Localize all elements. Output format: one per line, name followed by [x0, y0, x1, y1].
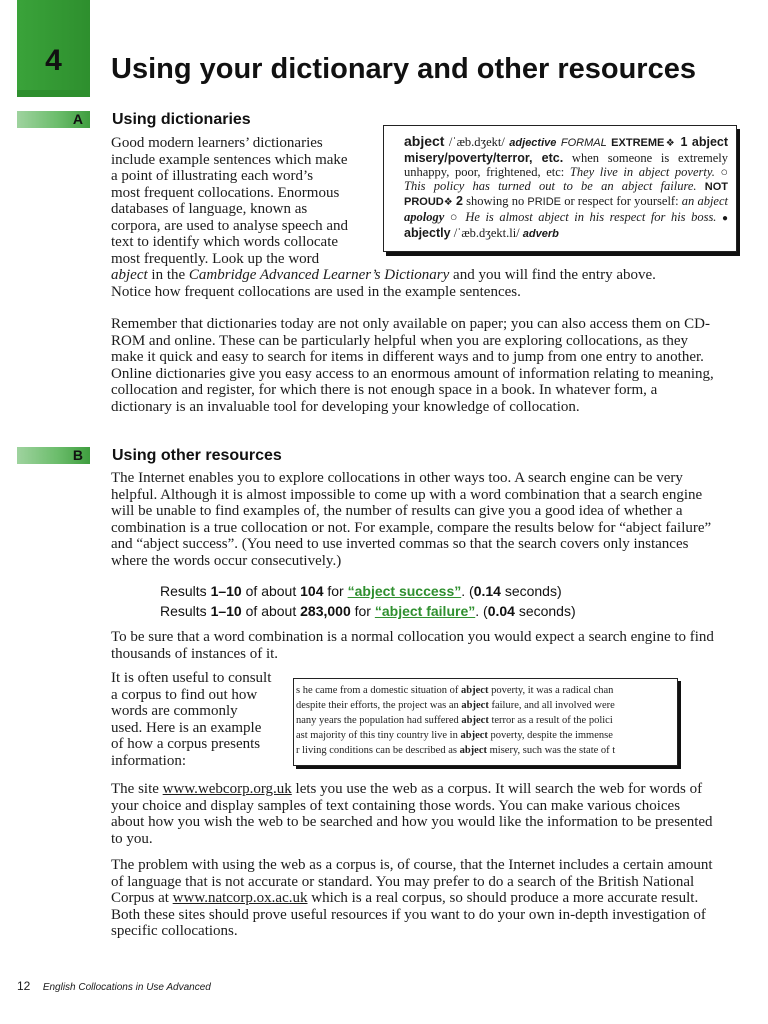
concordance-line [296, 713, 677, 728]
section-b-paragraph [111, 781, 717, 847]
dictionary-entry-box [383, 125, 737, 252]
corpus-concordance-box [293, 678, 678, 766]
corpus-intro-line: a corpus to find out how [111, 686, 258, 703]
section-a-tab [17, 111, 90, 128]
sense-definition: showing no [462, 194, 528, 208]
intro-line: most frequently. Look up the word [111, 250, 320, 267]
corpus-intro-line: information: [111, 752, 186, 769]
search-result-range: 1–10 [210, 603, 242, 619]
section-b-letter: B [72, 447, 83, 463]
intro-line: databases of language, known as [111, 201, 308, 217]
search-result-text: . ( [475, 603, 488, 619]
paragraph-text: lets you use the web as a corpus. It will search the web for words of your choice and display samples of text containing those words. You can make various choices about how you wish the web to be searched and how you would like the information to be presented to you. [111, 781, 713, 847]
sense-definition: or respect for yourself: [561, 194, 682, 208]
example-separator-icon: ○ [449, 210, 460, 224]
search-result-text: of about [241, 603, 301, 619]
unit-number-tab [17, 0, 90, 97]
section-b-paragraph: To be sure that a word combination is a normal collocation you would expect a search engine to find thousands of instances of it. [111, 629, 714, 662]
entry-guideword: EXTREME [611, 137, 665, 149]
concordance-right-context: poverty, it was a radical chan [488, 685, 614, 696]
search-result-text: seconds) [500, 583, 562, 599]
corpus-intro-line: used. Here is an example [111, 719, 262, 736]
page-title: Using your dictionary and other resources [111, 53, 696, 85]
example-collocate: apology [404, 210, 445, 224]
corpus-intro-line: of how a corpus presents [111, 736, 261, 752]
natcorp-link[interactable]: www.natcorp.ox.ac.uk [172, 890, 308, 906]
paragraph-text: The problem with using the web as a corpus is, of course, that the Internet includes a certain amount of language that is not accurate or standard. You may prefer to do a search of the British National Corpus at [111, 857, 713, 906]
webcorp-link[interactable]: www.webcorp.org.uk [162, 781, 292, 797]
search-result-text: for [350, 603, 375, 619]
concordance-right-context: terror as a result of the polici [488, 715, 613, 726]
concordance-left-context: despite their efforts, the project was an [296, 700, 462, 711]
intro-text: in the [147, 267, 189, 283]
sense-number: 1 [680, 135, 688, 149]
section-a-letter: A [72, 111, 83, 127]
intro-line: Good modern learners’ dictionaries [111, 135, 323, 151]
search-result-text: of about [241, 583, 301, 599]
search-result-count: 104 [300, 583, 324, 599]
concordance-keyword: abject [461, 685, 489, 696]
example-separator-icon: ○ [720, 165, 728, 179]
intro-line [111, 267, 711, 284]
entry-register: FORMAL [560, 137, 607, 149]
page-number: 12 [17, 979, 31, 993]
example-sentence: This policy has turned out to be an abject failure. [404, 179, 697, 193]
concordance-left-context: r living conditions can be described as [296, 745, 460, 756]
entry-pronunciation: /ˈæb.dʒekt/ [444, 135, 510, 149]
search-result-text: seconds) [514, 603, 576, 619]
paragraph-text: The site [111, 781, 163, 797]
search-query-link[interactable]: “abject failure” [374, 603, 476, 619]
section-a-intro [111, 135, 386, 267]
intro-line: most frequent collocations. Enormous [111, 184, 340, 201]
concordance-line [296, 743, 677, 758]
concordance-left-context: ast majority of this tiny country live in [296, 730, 461, 741]
concordance-line [296, 698, 677, 713]
intro-line: Notice how frequent collocations are used in the example sentences. [111, 283, 521, 300]
concordance-keyword: abject [461, 700, 489, 711]
search-result-line [160, 603, 576, 619]
section-a-heading: Using dictionaries [112, 111, 251, 128]
section-b-heading: Using other resources [112, 447, 282, 464]
corpus-intro-line: It is often useful to consult [111, 670, 272, 686]
guideword-icon: ❖ [443, 197, 453, 208]
search-result-line [160, 583, 562, 599]
sense-collocations: abject misery/poverty/terror, etc. [404, 135, 729, 165]
intro-line: include example sentences which make [111, 151, 348, 168]
dictionary-name: Cambridge Advanced Learner’s Dictionary [188, 267, 450, 283]
headword-reference: abject [111, 267, 148, 283]
paragraph-text: which is a real corpus, so should produce a more accurate result. Both these sites should prove useful resources if you want to do your own in-depth investigation of specific collocations. [111, 890, 706, 939]
concordance-left-context: nany years the population had suffered [296, 715, 462, 726]
concordance-keyword: abject [460, 730, 488, 741]
concordance-keyword: abject [459, 745, 487, 756]
guideword-icon: ❖ [664, 138, 676, 149]
example-sentence: They live in abject poverty. [569, 165, 715, 179]
section-b-paragraph [111, 857, 717, 940]
concordance-left-context: s he came from a domestic situation of [296, 685, 462, 696]
section-b-paragraph: The Internet enables you to explore collocations in other ways too. A search engine can be very helpful. Although it is almost impossible to come up with a word combination that a search engine will be unable to find examples of, the number of results can give you a good idea of whether a combination is a true collocation or not. For example, compare the results below for “abject failure” and “abject success”. (You need to use inverted commas so that the search covers only instances where the words occur consecutively.) [111, 470, 712, 569]
entry-part-of-speech: adjective [509, 137, 557, 149]
corpus-intro [111, 670, 291, 769]
example-sentence: an abject [681, 194, 728, 208]
concordance-keyword: abject [461, 715, 489, 726]
derived-bullet-icon: ● [721, 213, 729, 224]
search-result-time: 0.04 [487, 603, 515, 619]
concordance-right-context: poverty, despite the immense [487, 730, 613, 741]
entry-guideword: NOT PROUD [404, 181, 728, 208]
concordance-line [296, 683, 677, 698]
search-result-count: 283,000 [300, 603, 351, 619]
book-title: English Collocations in Use Advanced [42, 982, 211, 993]
dictionary-entry [404, 134, 728, 241]
derived-part-of-speech: adverb [522, 228, 559, 240]
title-green-divider [17, 90, 90, 97]
section-a-intro-continued [111, 267, 711, 300]
derived-word: abjectly [404, 226, 451, 240]
footer [17, 977, 211, 995]
search-result-time: 0.14 [473, 583, 501, 599]
derived-pronunciation: /ˈæb.dʒekt.li/ [450, 226, 523, 240]
sense-number: 2 [456, 194, 463, 208]
search-query-link[interactable]: “abject success” [347, 583, 462, 599]
concordance-line [296, 728, 677, 743]
section-a-paragraph: Remember that dictionaries today are not only available on paper; you can also access them on CD-ROM and online. These can be particularly helpful when you are exploring collocations, as they make it quick and easy to search for items in different ways and to jump from one entry to another. Online dictionaries give you easy access to an enormous amount of information relating to meaning, collocation and register, for which there is not enough space in a book. In whatever form, a dictionary is an invaluable tool for developing your knowledge of collocation. [111, 316, 714, 415]
intro-line: corpora, are used to analyse speech and [111, 217, 348, 234]
section-b-tab [17, 447, 90, 464]
cross-reference: PRIDE [527, 196, 562, 208]
search-result-text: Results [160, 583, 211, 599]
example-sentence: He is almost abject in his respect for his boss. [465, 210, 717, 224]
concordance-right-context: failure, and all involved were [488, 700, 615, 711]
search-result-text: . ( [461, 583, 474, 599]
unit-number: 4 [45, 44, 62, 77]
search-result-text: Results [160, 603, 211, 619]
search-result-text: for [323, 583, 348, 599]
entry-headword: abject [404, 133, 445, 149]
corpus-intro-line: words are commonly [111, 703, 238, 719]
sense-definition: when someone is extremely unhappy, poor, frightened, etc: [404, 151, 728, 179]
search-result-range: 1–10 [210, 583, 242, 599]
intro-line: a point of illustrating each word’s [111, 168, 314, 184]
concordance-right-context: misery, such was the state of t [487, 745, 616, 756]
intro-line: text to identify which words collocate [111, 234, 339, 250]
intro-text: and you will find the entry above. [449, 267, 656, 283]
